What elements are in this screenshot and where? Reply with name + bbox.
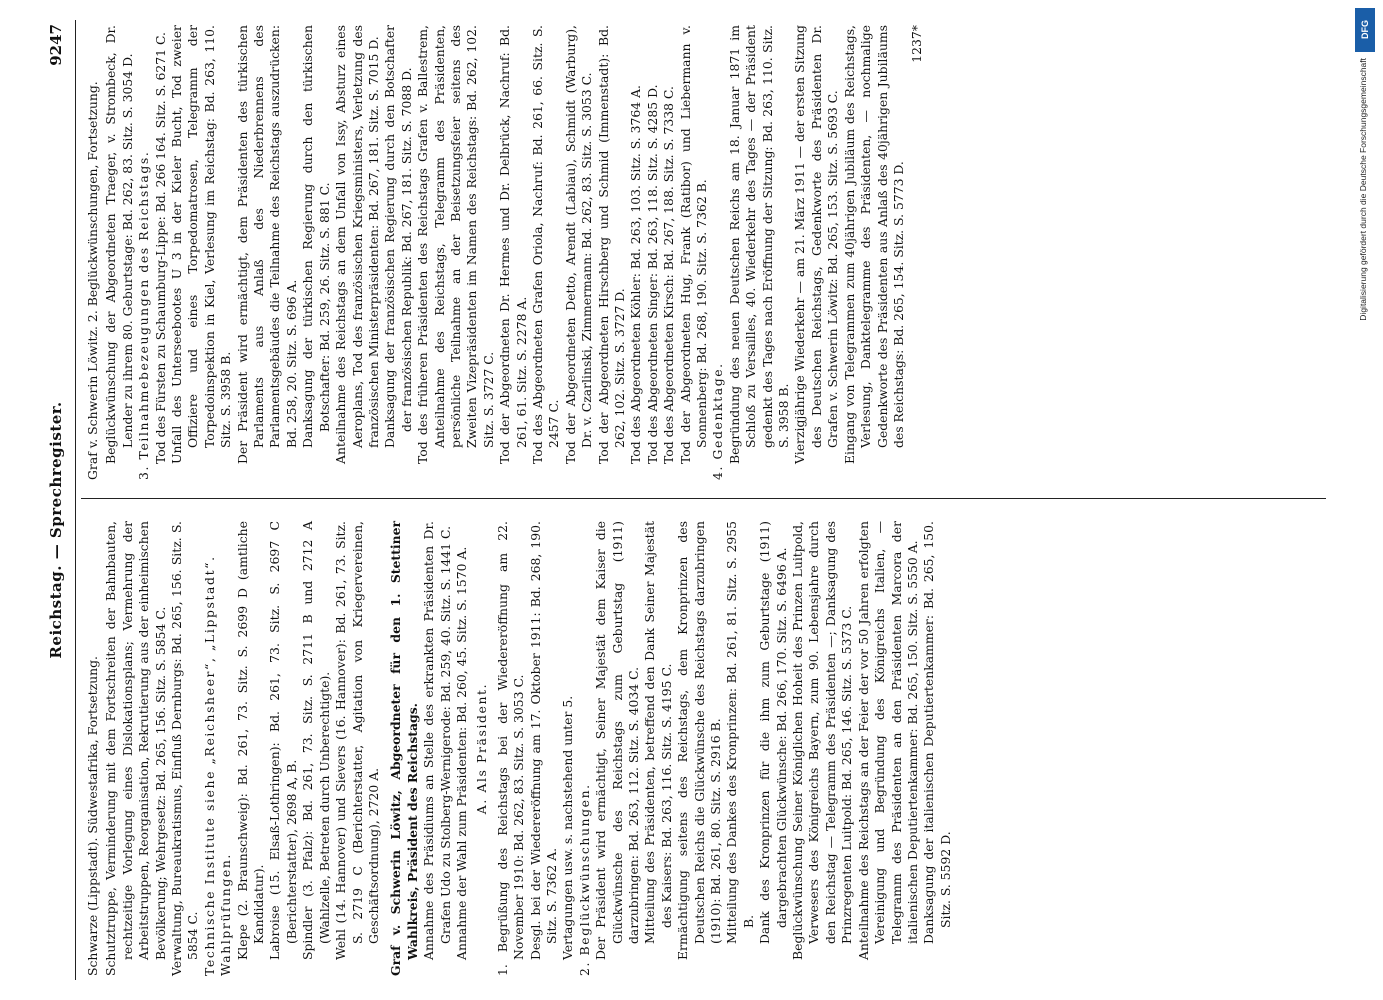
entry-text: Vierzigjährige Wiederkehr — am 21. März 1911 — der ersten Sitzung des Deutschen Reichstags, Gedenkworte des Präsidenten Dr. Grafen v. Schwerin Löwitz: Bd. 265, 153. Sitz. S. 5693 C. [792, 25, 841, 464]
right-column [85, 25, 926, 480]
subsection-heading: 4. Gedenktage. [710, 362, 726, 480]
entry-heading: Wahlprüfungen. [218, 853, 234, 976]
entry-text: Tod des Abgeordneten Grafen Oriola, Nachruf: Bd. 261, 66. Sitz. S. 2457 C. [529, 25, 562, 464]
entry-text: Tod des Abgeordneten Köhler: Bd. 263, 103. Sitz. S. 3764 A. [628, 85, 644, 464]
entry-text: Desgl. bei der Wiedereröffnung am 17. Oktober 1911: Bd. 268, 190. Sitz. S. 7362 A. [527, 521, 559, 960]
page-number: 9247 [47, 24, 65, 66]
entry-text: Tod der Abgeordneten Dr. Hermes und Dr. Delbrück, Nachruf: Bd. 261, 61. Sitz. S. 2278 A. [497, 25, 529, 464]
entry-text: Unfall des Unterseebootes U 3 in der Kieler Bucht, Tod zweier Offiziere und eines Torpedomatrosen, Telegramm der Torpedoinspektion in Kiel, Verlesung im Reichstag: Bd. 263, 110. Sitz. S. 3958 B. [169, 25, 234, 464]
entry-text: Wehl (14. Hannover) und Sievers (16. Hannover): Bd. 261, 73. Sitz. S. 2719 C (Berichterstatter, Agitation von Kriegervereinen, Geschäftsordnung), 2720 A. [333, 521, 381, 960]
entry-text: Beglückwünschung der Abgeordneten Traeger, v. Strombeck, Dr. Lender zu ihrem 80. Geburtstage: Bd. 262, 83. Sitz. S. 3054 D. [103, 25, 135, 464]
entry-text: Schutztruppe, Verminderung mit dem Fortschreiten der Bahnbauten, rechtzeitige Vorlegung eines Dislokationsplans; Vermehrung der Arbeitstruppen, Reorganisation, Rekrutierung aus der einheimischen Bevölkerung; Wehrgesetz: Bd. 265, 156. Sitz. S. 5854 C. [103, 521, 168, 976]
entry-text: Klepe (2. Braunschweig): Bd. 261, 73. Sitz. S. 2699 D (amtliche Kandidatur). [234, 521, 267, 960]
running-head: Graf v. Schwerin Löwitz. 2. Beglückwünschungen, Fortsetzung. [85, 81, 100, 480]
entry-text: Danksagung der türkischen Regierung durch den türkischen Botschafter: Bd. 259, 26. Sitz. S. 881 C. [300, 25, 332, 448]
rotated-page [45, 20, 1335, 980]
page-title: Reichstag. — Sprechregister. [47, 401, 65, 659]
entry-text: Beglückwünschung Seiner Königlichen Hoheit des Prinzen Luitpold, Verwesers des Königreichs Bayern, zum 90. Lebensjahre durch den Reichstag — Telegramm des Präsidenten —; Danksagung des Prinzregenten Luitpold: Bd. 265, 146. Sitz. S. 5373 C. [790, 521, 855, 960]
entry-text: Tod der Abgeordneten Hirschberg und Schmid (Immenstadt): Bd. 262, 102. Sitz. S. 3727 D. [595, 25, 627, 464]
subsection-heading: 2. Beglückwünschungen. [576, 783, 592, 976]
entry-text: Danksagung der italienischen Deputiertenkammer: Bd. 265, 150. Sitz. S. 5592 D. [921, 521, 953, 944]
entry-text: Ermächtigung seitens des Reichstags, dem Kronprinzen des Deutschen Reichs die Glückwünsche des Reichstags darzubringen (1910): Bd. 261, 80. Sitz. S. 2916 B. [675, 521, 724, 960]
entry-text: Begründung des neuen Deutschen Reichs am 18. Januar 1871 im Schloß zu Versailles, 40. Wiederkehr des Tages — der Präsident gedenkt des Tages nach Eröffnung der Sitzung: Bd. 263, 110. Sitz. S. 3958 B. [726, 25, 792, 464]
running-head: Schwarze (Lippstadt). Südwestafrika, Fortsetzung. [85, 656, 100, 976]
dfg-logo: DFG [1355, 8, 1375, 52]
entry-text: Der Präsident wird ermächtigt, dem Präsidenten des türkischen Parlaments aus Anlaß des Niederbrennens des Parlamentsgebäudes die Teilnahme des Reichstags auszudrücken: Bd. 258, 20. Sitz. S. 696 A. [234, 25, 299, 464]
entry-text: Mitteilung des Dankes des Kronprinzen: Bd. 261, 81. Sitz. S. 2955 B. [724, 521, 756, 944]
entry-text: Tod des Abgeordneten Singer: Bd. 263, 118. Sitz. S. 4285 D. [644, 84, 660, 464]
entry-text: Labroise (15. Elsaß-Lothringen): Bd. 261, 73. Sitz. S. 2697 C (Berichterstatter), 2698 A, B. [267, 521, 299, 960]
entry-text: Vertagungen usw. s. nachstehend unter 5. [560, 695, 576, 960]
entry-text: Eingang von Telegrammen zum 40jährigen Jubiläum des Reichstags, Verlesung, Danktelegramme des Präsidenten, — nochmalige Gedenkworte des Präsidenten aus Anlaß des 40jährigen Jubiläums des Reichstags: Bd. 265, 154. Sitz. S. 5773 D. [841, 25, 906, 464]
left-column [85, 521, 954, 976]
page-header [45, 20, 73, 980]
entry-text: Annahme des Präsidiums an Stelle des erkrankten Präsidenten Dr. Grafen Udo zu Stolberg-Wernigerode: Bd. 259, 40. Sitz. S. 1441 C. [421, 521, 453, 960]
entry-text: Danksagung der französischen Regierung durch den Botschafter der französischen Republik: Bd. 267, 181. Sitz. S. 7088 D. [382, 25, 414, 448]
signature-mark: 1237* [909, 25, 925, 63]
digitization-credit: Digitalisierung gefördert durch die Deutsche Forschungsgemeinschaft [1358, 58, 1368, 321]
entry-text: Tod der Abgeordneten Detto, Arendt (Labiau), Schmidt (Warburg), Dr. v. Czarlinski, Zimmermann: Bd. 262, 83. Sitz. S. 3053 C. [562, 25, 595, 464]
entry-text: Dank des Kronprinzen für die ihm zum Geburtstage (1911) dargebrachten Glückwünsche: Bd. 266, 170. Sitz. S. 6496 A. [757, 521, 789, 944]
entry-text: Anteilnahme des Reichstags an der Feier der vor 50 Jahren erfolgten Vereinigung und Begründung des Königreichs Italien, — Telegramm des Präsidenten an den Präsidenten Marcora der italienischen Deputiertenkammer: Bd. 265, 150. Sitz. S. 5550 A. [855, 521, 920, 960]
entry-text: Spindler (3. Pfalz): Bd. 261, 73. Sitz. S. 2711 B und 2712 A (Wahlzelle, Betreten durch Unberechtigte). [300, 521, 332, 960]
entry-text: Tod des früheren Präsidenten des Reichstags Grafen v. Ballestrem, Anteilnahme des Reichstags, Telegramm des Präsidenten, persönliche Teilnahme an der Beisetzungsfeier seitens des Zweiten Vizepräsidenten im Namen des Reichstags: Bd. 262, 102. Sitz. S. 3727 C. [415, 25, 496, 464]
column-divider [81, 498, 1326, 499]
subsection-heading: 3. Teilnahmebezeugungen des Reichstags. [136, 150, 152, 480]
entry-text: Anteilnahme des Reichstags an dem Unfall von Issy, Absturz eines Aeroplans, Tod des französischen Kriegsministers, Verletzung des französischen Ministerpräsidenten: Bd. 267, 181. Sitz. S. 7015 D. [333, 25, 381, 464]
digitization-sidebar [1355, 8, 1377, 448]
entry-text: Tod des Fürsten zu Schaumburg-Lippe: Bd. 266 164. Sitz. S. 6271 C. [152, 32, 168, 464]
person-heading: Graf v. Schwerin Löwitz, Abgeordneter für den 1. Stettiner Wahlkreis, Präsident des Reichstags. [388, 521, 420, 976]
entry-text: Tod der Abgeordneten Hug, Frank (Ratibor) und Liebermann v. Sonnenberg: Bd. 268, 190. Sitz. S. 7362 B. [677, 25, 710, 464]
section-heading: A. Als Präsident. [474, 682, 490, 815]
entry-text: 1. Begrüßung des Reichstags bei der Wiedereröffnung am 22. November 1910: Bd. 262, 83. Sitz. S. 3053 C. [494, 521, 527, 976]
entry-heading: Technische Institute siehe „Reichsheer“, „Lippstadt“. [201, 555, 217, 976]
entry-text: Der Präsident wird ermächtigt, Seiner Majestät dem Kaiser die Glückwünsche des Reichstags zum Geburtstag (1911) darzubringen: Bd. 263, 112. Sitz. S. 4034 C. [593, 521, 641, 960]
entry-text: Mitteilung des Präsidenten, betreffend den Dank Seiner Majestät des Kaisers: Bd. 263, 116. Sitz. S. 4195 C. [642, 521, 674, 944]
entry-text: Tod des Abgeordneten Kirsch: Bd. 267, 188. Sitz. S. 7338 C. [661, 86, 677, 464]
entry-text: Verwaltung, Bureaukratismus, Einfluß Dernburgs: Bd. 265, 156. Sitz. S. 5854 C. [169, 521, 201, 976]
header-rule [75, 20, 76, 980]
entry-text: Annahme der Wahl zum Präsidenten: Bd. 260, 45. Sitz. S. 1570 A. [453, 546, 469, 960]
